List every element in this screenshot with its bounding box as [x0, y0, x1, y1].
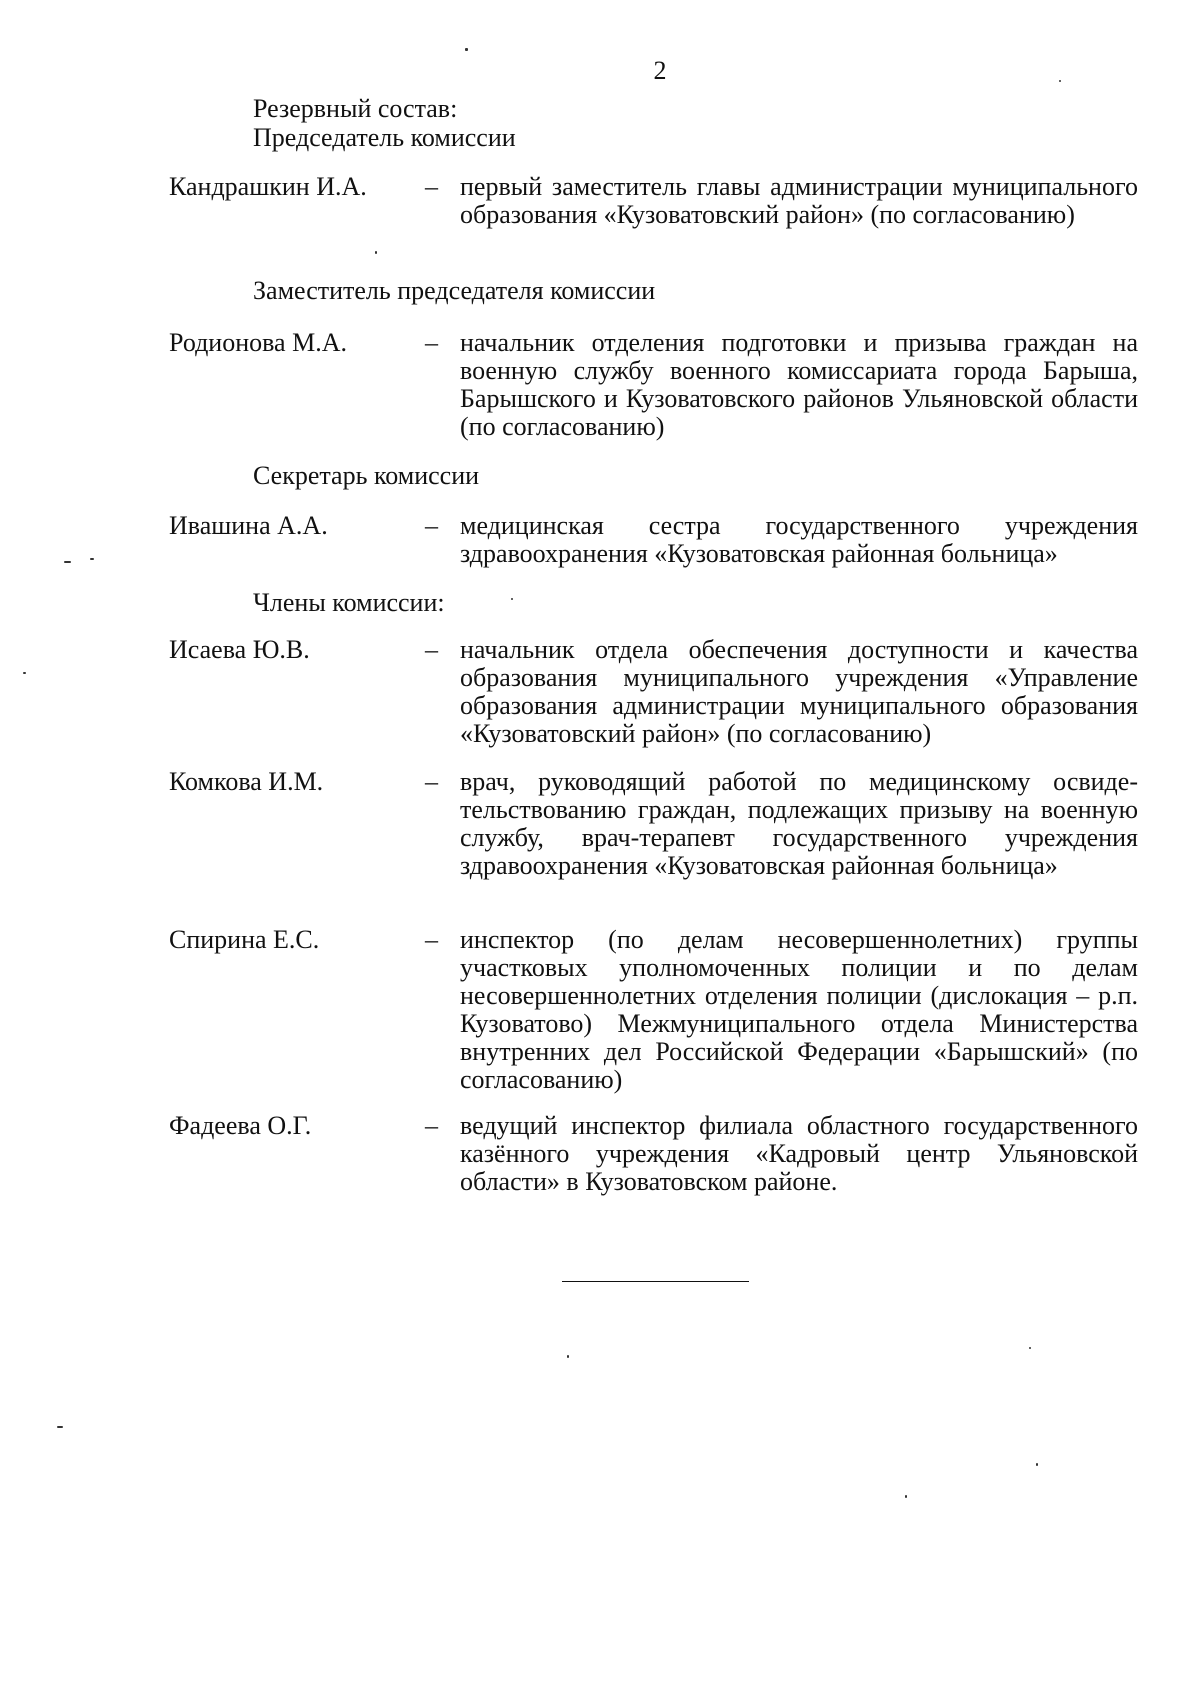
member-role: медицинская сестра государственного учреждения здравоохранения «Кузоватовская районная больница»	[460, 511, 1138, 568]
member-role: ведущий инспектор филиала областного государственного казённого учреждения «Кадровый центр Ульяновской области» в Кузоватовском районе.	[460, 1111, 1138, 1196]
scan-speck	[511, 598, 513, 600]
heading-chairman: Председатель комиссии	[253, 123, 516, 152]
end-divider	[562, 1281, 749, 1282]
member-name: Спирина Е.С.	[169, 925, 320, 954]
scan-speck	[23, 672, 26, 674]
member-name: Кандрашкин И.А.	[169, 172, 367, 201]
dash: –	[425, 172, 438, 201]
scan-speck	[465, 48, 468, 51]
dash: –	[425, 1111, 438, 1140]
page-number: 2	[653, 56, 667, 85]
heading-members: Члены комиссии:	[253, 588, 445, 617]
scan-speck	[1036, 1463, 1038, 1466]
scan-speck	[567, 1355, 569, 1358]
dash: –	[425, 767, 438, 796]
scan-speck	[1029, 1347, 1031, 1349]
scan-speck	[1059, 80, 1061, 82]
heading-reserve: Резервный состав:	[253, 94, 458, 123]
dash: –	[425, 511, 438, 540]
scan-speck	[64, 561, 71, 563]
member-name: Фадеева О.Г.	[169, 1111, 312, 1140]
member-name: Исаева Ю.В.	[169, 635, 310, 664]
member-role: первый заместитель главы администрации муниципального образования «Кузоватовский район» (по согласованию)	[460, 172, 1138, 229]
heading-deputy: Заместитель председателя комиссии	[253, 276, 656, 305]
member-role: врач, руководящий работой по медицинскому освидетельствованию граждан, подлежащих призыву на военную службу, врач-терапевт государственного учреждения здравоохранения «Кузоватовская районная больница»	[460, 767, 1138, 880]
member-name: Родионова М.А.	[169, 328, 347, 357]
member-name: Комкова И.М.	[169, 767, 324, 796]
dash: –	[425, 635, 438, 664]
member-name: Ивашина А.А.	[169, 511, 328, 540]
scan-speck	[57, 1426, 63, 1428]
scan-speck	[375, 251, 377, 254]
dash: –	[425, 925, 438, 954]
member-role: начальник отдела обеспечения доступности и качества образования муниципального учреждения «Управление образования администрации муниципального образования «Кузоватовский район» (по согласованию)	[460, 635, 1138, 748]
member-role: начальник отделения подготовки и призыва граждан на военную службу военного комиссариата города Барыша, Барышского и Кузоватовского районов Ульяновской области (по согласованию)	[460, 328, 1138, 441]
dash: –	[425, 328, 438, 357]
member-role: инспектор (по делам несовершеннолетних) группы участковых уполномоченных полиции и по делам несовершеннолетних отделения полиции (дислокация – р.п. Кузоватово) Межмуниципального отдела Министерства внутренних дел Российской Федерации «Барышский» (по согласованию)	[460, 925, 1138, 1094]
scan-speck	[90, 558, 94, 560]
heading-secretary: Секретарь комиссии	[253, 461, 480, 490]
scan-speck	[905, 1495, 907, 1498]
